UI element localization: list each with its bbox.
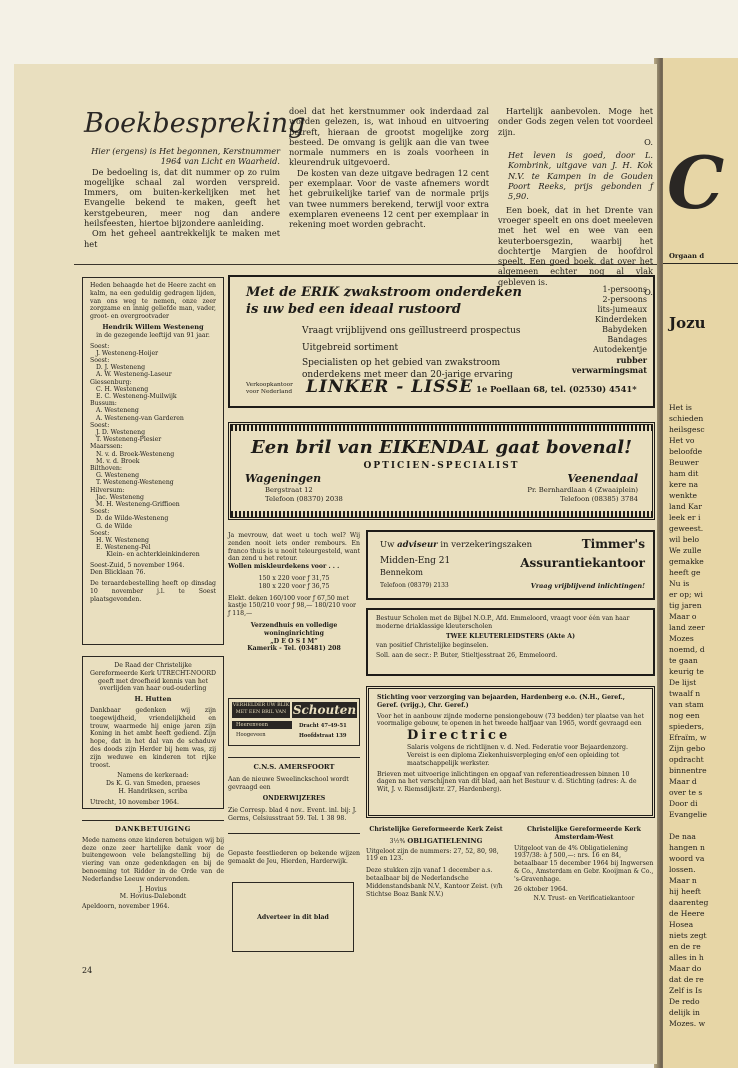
next-page-line: We zulle	[669, 546, 702, 555]
eikendal-left-info	[265, 486, 343, 504]
next-page-line: leek er i	[669, 513, 701, 522]
next-page-line: niets zegt	[669, 931, 707, 940]
erik-product-types	[572, 285, 647, 375]
next-page-line: Nu is	[669, 579, 690, 588]
next-page-line: wil belo	[669, 535, 700, 544]
rule	[228, 833, 360, 834]
cns-text: Aan de nieuwe Sweelinckschool wordt gevraagd een	[228, 775, 349, 791]
family-entry: J. D. Westeneng	[96, 429, 146, 437]
requirement: Salaris volgens de richtlijnen v. d. Ned. Federatie voor Bejaardenzorg.	[407, 744, 628, 752]
sign-line: Ds K. G. van Smeden, praeses	[105, 780, 201, 788]
next-page-line: Zijn gebo	[669, 744, 706, 753]
eikendal-right-info	[527, 486, 638, 504]
vacancy-title: Directrice	[407, 728, 511, 744]
family-entry: D. J. Westeneng	[96, 364, 146, 372]
thanks-body: Mede namens onze kinderen betuigen wij bij deze onze zeer hartelijke dank voor de buitengewoon vele belangstelling bij de viering van onze gedenkdagen en bij de benoeming tot Ridder in de Orde van de Nederlandse Leeuw ondervonden.	[82, 836, 224, 883]
family-entry: Soest:	[90, 529, 110, 537]
organ-line: Orgaan d	[669, 252, 705, 260]
schouten-slogan	[232, 702, 290, 718]
family-entry: Soest:	[90, 342, 110, 350]
article-paragraph: Hier (ergens) is Het begonnen, Kerstnummer 1964 van Licht en Waarheid.	[91, 146, 280, 167]
loan-name: OBLIGATIELENING	[407, 836, 483, 845]
directrice-vacancy	[366, 686, 655, 818]
address: Pr. Bernhardlaan 4 (Zwaaiplein)	[527, 486, 638, 494]
slogan-line: MET EEN BRIL VAN	[235, 710, 287, 715]
next-page-line: spieders,	[669, 722, 704, 731]
family-entry: Hilversum:	[90, 486, 125, 494]
erik-line: onderdekens met meer dan 20-jarige ervaring	[302, 370, 513, 380]
page-number: 24	[82, 966, 93, 975]
timmer-tel: Telefoon (08379) 2133	[380, 582, 449, 589]
address: Dracht 47-49-51	[299, 723, 347, 729]
thanks-sign: M. Hovius-Dalebondt	[119, 893, 187, 901]
adverteer-text: Adverteer in dit blad	[257, 914, 329, 921]
obituary-intro: Heden behaagde het de Heere zacht en kalm, na een geduldig gedragen lijden, van ons weg te nemen, onze zeer zorgzame en innig geliefde man, vader, groot- en overgrootvader	[90, 282, 216, 321]
timmer-line	[380, 540, 532, 550]
family-entry: N. v. d. Broek-Westeneng	[96, 450, 175, 458]
next-page-line: van stam	[669, 700, 704, 709]
vacancy-apply: Soll. aan de secr.: P. Buter, Stieltjesstraat 26, Emmeloord.	[376, 652, 558, 660]
thanks-sign: J. Hovius	[139, 885, 167, 893]
erik-lines	[302, 323, 572, 381]
rule	[82, 820, 224, 821]
rule	[228, 757, 360, 758]
erik-headline: Met de ERIK zwakstroom onderdeken	[246, 285, 522, 300]
elekt-price: Elekt. deken 160/100 voor ƒ 67,50 met kastje 150/210 voor ƒ 98,— 180/210 voor ƒ 118,—	[228, 594, 357, 618]
thanks-date: Apeldoorn, november 1964.	[82, 903, 170, 911]
erik-line: Vraagt vrijblijvend ons geïllustreerd prospectus	[302, 326, 521, 336]
shop-desc: Verzendhuis en volledige woninginrichting	[250, 621, 338, 637]
next-page-line: twaalf n	[669, 689, 701, 698]
eikendal-right-city: Veenendaal	[567, 472, 638, 485]
product-type: Kinderdeken	[595, 315, 647, 324]
phone: Telefoon (08385) 3784	[560, 495, 638, 503]
size-price: 180 x 220 voor ƒ 36,75	[258, 582, 330, 590]
deceased-name: Hendrik Willem Westeneng	[102, 322, 204, 331]
eikendal-headline-text: Een bril van EIKENDAL gaat bovenal!	[251, 437, 632, 458]
article-column-2	[289, 106, 489, 230]
obituary-intro: De Raad der Christelijke Gereformeerde Kerk UTRECHT-NOORD geeft met droefheid kennis van het overlijden van haar oud-ouderling	[90, 662, 216, 693]
timmer-city: Bennekom	[380, 568, 423, 577]
product-type: lits-jumeaux	[597, 305, 647, 314]
obituary-place: Soest-Zuid, 5 november 1964.	[90, 561, 185, 569]
timmer-street: Midden-Eng 21	[380, 556, 451, 566]
cns-apply: Zie Corresp. blad 4 nov.. Event. inl. bij: J. Germs, Celsiusstraat 59. Tel. 1 38 98.	[228, 807, 357, 822]
eikendal-left-city: Wageningen	[245, 472, 322, 485]
next-page-line: Beuwer	[669, 458, 699, 467]
next-page-line: er op; wi	[669, 590, 703, 599]
vacancy-apply: Brieven met uitvoerige inlichtingen en opgaaf van referentieadressen binnen 10 dagen na het verschijnen van dit blad, aan het Bestuur v. d. Stichting (adres: A. de Wit, J. v. Riemsdijkstr. 27, Hardenberg).	[377, 770, 637, 794]
next-page-line: gemakke	[669, 557, 704, 566]
next-page-line: beloofde	[669, 447, 703, 456]
family-entry: A. W. Westeneng-Laseur	[96, 371, 172, 379]
wollen-dekens-ad	[228, 532, 360, 653]
article-paragraph: Hartelijk aanbevolen. Moge het onder Gods zegen velen tot voordeel zijn.	[498, 106, 653, 137]
erik-line: Specialisten op het gebied van zwakstroom	[302, 358, 501, 368]
family-entry: C. H. Westeneng	[96, 385, 149, 393]
next-page-line: Efraïm, w	[669, 733, 707, 742]
rule	[663, 263, 738, 264]
next-page-line: Hosea	[669, 920, 694, 929]
obituary-westeneng	[82, 277, 224, 645]
article-column-3	[498, 106, 653, 297]
article-paragraph: De bedoeling is, dat dit nummer op zo ruim mogelijke schaal zal worden verspreid. Immers, om buiten-kerkelijken met het Evangelie bekend te maken, geeft het kerstgebeuren, meer nog dan andere heilsfeesten, hiertoe bijzondere aanleiding.	[84, 166, 280, 229]
size-price: 150 x 220 voor ƒ 31,75	[258, 574, 330, 582]
next-page-line: wenkte	[669, 491, 698, 500]
sign-line: H. Handriksen, scriba	[118, 787, 188, 795]
next-page-line: nog een	[669, 711, 700, 720]
timmer-tagline: Vraag vrijblijvend inlichtingen!	[530, 582, 645, 590]
next-page-line: tig jaren	[669, 601, 702, 610]
next-heading: Jozu	[669, 314, 706, 332]
masthead-letter: C	[667, 140, 725, 225]
decorative-border	[231, 425, 652, 431]
next-page-line: Het vo	[669, 436, 695, 445]
product-type: 1-persoons	[602, 285, 647, 294]
family-entry: G. de Wilde	[96, 522, 133, 530]
next-page-line: Mozes	[669, 634, 694, 643]
schouten-advertisement	[228, 698, 360, 746]
eikendal-advertisement	[228, 422, 655, 520]
next-page-line: geweest.	[669, 524, 704, 533]
next-page-line: Het is	[669, 403, 692, 412]
burial-note: De teraardebestelling heeft op dinsdag 10 november j.l. te Soest plaatsgevonden.	[90, 580, 216, 603]
zeist-obligatie	[366, 826, 506, 898]
timmer-text: adviseur	[397, 540, 438, 550]
loan-date: 26 oktober 1964.	[514, 885, 568, 893]
city: Hoogeveen	[236, 732, 266, 738]
erik-advertisement	[228, 275, 655, 408]
loan-rate: 3½%	[389, 837, 406, 845]
family-entry: E. Westeneng-Pel	[96, 544, 151, 552]
vacancy-text: Voor het in aanbouw zijnde moderne pensiongebouw (73 bedden) ter plaatse van het voormalige gebouw, te openen in het tweede halfjaar van 1965, wordt gevraagd een	[377, 712, 644, 728]
family-entry: Soest:	[90, 356, 110, 364]
loan-title	[366, 838, 506, 846]
next-page-line: woord va	[669, 854, 705, 863]
family-entry: Bussum:	[90, 400, 117, 408]
product-type: Autodekentje	[593, 345, 647, 354]
shop-place: Kamerik - Tel. (03481) 208	[247, 645, 341, 653]
next-page-line: hangen n	[669, 843, 705, 852]
product-type: Babydeken	[602, 325, 647, 334]
vacancy-sub: van positief Christelijke beginselen.	[376, 642, 489, 650]
dankbetuiging	[82, 820, 224, 911]
adverteer-box	[232, 882, 354, 952]
article-paragraph: Om het geheel aantrekkelijk te maken met het	[84, 228, 280, 249]
brand-text: Schouten	[292, 703, 357, 717]
requirement: Vereist is een diploma Ziekenhuisverpleging en/of een opleiding tot maatschappelijk werkster.	[407, 751, 620, 767]
next-page-line: land Kar	[669, 502, 702, 511]
timmer-name: Timmer's	[581, 537, 645, 551]
next-page-line: Maar o	[669, 612, 697, 621]
next-page-line: delijk in	[669, 1008, 700, 1017]
article-paragraph: De kosten van deze uitgave bedragen 12 cent per exemplaar. Voor de vaste afnemers wordt het gebruikelijke tarief van de normale prijs van twee nummers berekend, terwijl voor extra exemplaren eveneens 12 cent per exemplaar in rekening moet worden gebracht.	[289, 167, 489, 230]
article-signature: O.	[644, 136, 653, 147]
next-page-line: Maar n	[669, 876, 697, 885]
obituary-body: Dankbaar gedenken wij zijn toegewijdheid, vriendelijkheid en trouw, waarmede hij enige jaren zijn Koning in het ambt heeft gediend. Zijn hope, dat in het dal van de schaduw des doods zijn Herder bij hem was, zij zijn weduwe en kinderen tot rijke troost.	[90, 706, 216, 769]
ad-product: Wollen miskleurdekens voor . . .	[228, 563, 340, 571]
city: Heerenveen	[232, 721, 292, 729]
next-page-line: Door di	[669, 799, 698, 808]
erik-address: 1e Poellaan 68, tel. (02530) 4541*	[476, 384, 637, 394]
timmer-advertisement	[366, 530, 655, 600]
family-entry: M. H. Westeneng-Griffioen	[96, 501, 180, 509]
section-divider	[74, 264, 657, 265]
family-entry: Jac. Westeneng	[96, 493, 145, 501]
erik-brand: LINKER - LISSE	[306, 377, 474, 397]
eikendal-headline	[231, 437, 652, 458]
cns-vacancy	[228, 757, 360, 834]
article-column-1	[84, 146, 280, 249]
family-entry: Soest:	[90, 421, 110, 429]
amsterdam-obligatie	[514, 826, 654, 903]
next-page-line: Maar d	[669, 777, 697, 786]
family-entry: E. C. Westeneng-Muilwijk	[96, 393, 177, 400]
address: Hoofdstraat 139	[299, 733, 347, 739]
next-page-line: heeft ge	[669, 568, 701, 577]
next-page-line: te gaan	[669, 656, 698, 665]
phone: Telefoon (08370) 2038	[265, 495, 343, 503]
sign-line: Namens de kerkeraad:	[117, 772, 189, 780]
next-page-line: over te s	[669, 788, 703, 797]
next-page-line: binnentre	[669, 766, 707, 775]
address: Bergstraat 12	[265, 486, 313, 494]
family-entry: Klein- en achterkleinkinderen	[106, 551, 200, 559]
family-entry: Soest:	[90, 508, 110, 516]
next-page-line: Mozes. w	[669, 1019, 706, 1028]
erik-dealer: Verkoopkantoor voor Nederland	[246, 382, 293, 395]
schouten-addresses	[299, 721, 347, 741]
schouten-brand	[292, 702, 357, 718]
next-page-line: ham dit	[669, 469, 699, 478]
article-paragraph: doel dat het kerstnummer ook inderdaad zal worden gelezen, is, wat inhoud en uitvoering betreft, hieraan de grootst mogelijke zorg besteed. De omvang is gelijk aan die van twee normale nummers en is zoals voorheen in kleurendruk uitgevoerd.	[289, 106, 489, 168]
family-entry: Bilthoven:	[90, 465, 122, 473]
next-page-line: land zeer	[669, 623, 705, 632]
family-entry: M. v. d. Broek	[96, 457, 140, 465]
eikendal-sub: OPTICIEN-SPECIALIST	[363, 461, 520, 471]
next-page-line: daarenteg	[669, 898, 709, 907]
timmer-kantoor: Assurantiekantoor	[520, 556, 645, 570]
obituary-age: in de gezegende leeftijd van 91 jaar.	[96, 331, 210, 339]
family-entry: D. de Wilde-Westeneng	[96, 515, 169, 523]
next-page-line: alles in h	[669, 953, 704, 962]
slogan-line: VERHELDER UW BLIK	[232, 703, 290, 708]
kleuterleidsters-vacancy	[366, 608, 655, 676]
loan-sign: N.V. Trust- en Verificatiekantoor	[533, 895, 635, 903]
obituary-address: Den Blicklaan 76.	[90, 569, 146, 577]
family-entry: Giessenburg:	[90, 378, 132, 386]
shop-name: „D E O S I M”	[270, 637, 318, 645]
next-page-line: Maar do	[669, 964, 702, 973]
erik-headline: is uw bed een ideaal rustoord	[246, 302, 461, 317]
family-entry: J. Westeneng-Hoijer	[96, 349, 159, 357]
obituary-hutten	[82, 656, 224, 809]
cns-job: ONDERWIJZERES	[262, 795, 326, 803]
next-page-line: lossen.	[669, 865, 696, 874]
article-signature: O.	[644, 287, 653, 298]
feestliederen-ad: Gepaste feestliederen op bekende wijzen gemaakt de Jeu, Hierden, Harderwijk.	[228, 850, 360, 865]
next-page-line: heilsgesc	[669, 425, 705, 434]
article-paragraph: Een boek, dat in het Drente van vroeger speelt en ons doet meeleven met het wel en wee van een keuterboersgezin, waarbij het dochtertje Margien de hoofdrol speelt. Een goed boek, dat over het algemeen echter nog al vlak gebleven is.	[498, 204, 653, 287]
timmer-text: in verzekeringszaken	[440, 540, 533, 550]
vacancy-title: TWEE KLEUTERLEIDSTERS (Akte A)	[445, 632, 576, 640]
next-page-line: de Heere	[669, 909, 705, 918]
deceased-name: H. Hutten	[134, 695, 172, 704]
family-entry: T. Westeneng-Plesier	[96, 436, 162, 444]
product-type: verwarmingsmat	[572, 365, 647, 375]
newspaper-page	[14, 64, 657, 1064]
schouten-cities	[232, 721, 292, 739]
erik-line: Uitgebreid sortiment	[302, 343, 399, 353]
church-head: Christelijke Gereformeerde Kerk Zeist	[369, 826, 503, 833]
product-type: rubber	[616, 355, 647, 365]
org-name: Stichting voor verzorging van bejaarden, Hardenberg e.o. (N.H., Geref., Geref. (vrijg.), Chr. Geref.)	[377, 694, 625, 709]
decorative-border	[231, 511, 652, 517]
family-entry: T. Westeneng-Westeneng	[96, 479, 174, 487]
next-page-line: Evangelie	[669, 810, 707, 819]
next-page-line: De lijst	[669, 678, 697, 687]
article-title: Boekbespreking	[84, 108, 306, 139]
next-page-line: schieden	[669, 414, 704, 423]
next-page-line: opdracht	[669, 755, 704, 764]
thanks-title: DANKBETUIGING	[115, 825, 191, 833]
ad-intro: Ja mevrouw, dat weet u toch wel? Wij zenden nooit iets onder rembours. En franco thuis is u nooit teleurgesteld, want dan zend u het retour.	[228, 532, 360, 563]
family-entry: G. Westeneng	[96, 472, 140, 480]
product-type: 2-persoons	[602, 295, 647, 304]
vacancy-text: Bestuur Scholen met de Bijbel N.O.P., Afd. Emmeloord, vraagt voor één van haar moderne driaklassige kleuterscholen	[376, 615, 630, 630]
church-head: Christelijke Gereformeerde Kerk Amsterdam-West	[527, 826, 641, 841]
next-page-line: keurig te	[669, 667, 704, 676]
family-entry: Maarssen:	[90, 443, 123, 451]
product-type: Bandages	[607, 335, 647, 344]
family-entry: A. Westeneng	[96, 407, 139, 415]
family-entry: H. W. Westeneng	[96, 537, 149, 545]
next-page-line: en de re	[669, 942, 701, 951]
family-entry: A. Westeneng-van Garderen	[96, 414, 184, 422]
next-page-line: dat de re	[669, 975, 704, 984]
loan-text: Uitgeloot van de 4% Obligatielening 1937/38: à ƒ 500,—: nrs. 16 en 84, betaalbaar 15 december 1964 bij Ingwersen & Co., Amsterdam en Gebr. Kooijman & Co., 's-Gravenhage.	[514, 844, 654, 883]
next-page-line: De redo	[669, 997, 700, 1006]
next-page-line: Zelf is Is	[669, 986, 703, 995]
cns-title: C.N.S. AMERSFOORT	[253, 763, 335, 771]
family-list	[90, 343, 216, 559]
loan-payment: Deze stukken zijn vanaf 1 december a.s. betaalbaar bij de Nederlandsche Middenstandsbank N.V., Kantoor Zeist. (v/h Stichtse Boaz Bank N.V.)	[366, 867, 503, 898]
book-reference: Het leven is goed, door L. Kombrink, uitgave van J. H. Kok N.V. te Kampen in de Gouden Poort Reeks, prijs gebonden ƒ 5,90.	[508, 150, 653, 202]
loan-numbers: Uitgeloot zijn de nummers: 27, 52, 80, 98, 119 en 123.	[366, 847, 499, 863]
next-page	[663, 58, 738, 1068]
obituary-date: Utrecht, 10 november 1964.	[90, 798, 180, 806]
next-page-line: hij heeft	[669, 887, 701, 896]
next-page-line: De naa	[669, 832, 696, 841]
next-page-line: kere na	[669, 480, 699, 489]
next-page-line: noemd, d	[669, 645, 705, 654]
timmer-text: Uw	[380, 540, 395, 550]
